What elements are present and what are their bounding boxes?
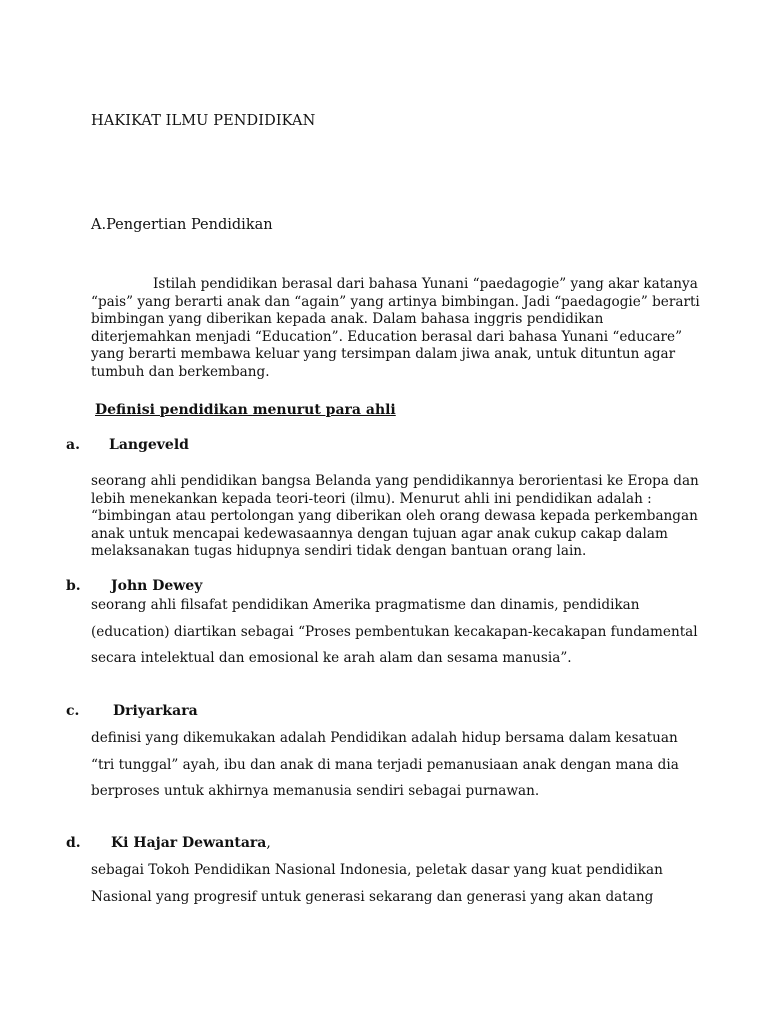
item-letter: a. [66,437,80,453]
item-letter: b. [66,578,81,594]
intro-line: yang berarti membawa keluar yang tersimpan dalam jiwa anak, untuk dituntun agar [91,346,676,363]
item-body [91,592,711,672]
item-line: seorang ahli pendidikan bangsa Belanda yang pendidikannya berorientasi ke Eropa dan [91,473,699,489]
item-line: lebih menekankan kepada teori-teori (ilmu). Menurut ahli ini pendidikan adalah : [91,490,652,507]
section-heading: A.Pengertian Pendidikan [91,217,273,233]
item-letter: d. [66,835,81,851]
item-line: berproses untuk akhirnya memanusia sendiri sebagai purnawan. [91,783,540,800]
item-body [91,725,711,805]
intro-line: bimbingan yang diberikan kepada anak. Dalam bahasa inggris pendidikan [91,311,604,328]
item-name: Langeveld [109,437,189,453]
item-line: definisi yang dikemukakan adalah Pendidikan adalah hidup bersama dalam kesatuan [91,730,678,746]
item-name-text: Ki Hajar Dewantara [111,835,267,851]
definitions-heading: Definisi pendidikan menurut para ahli [95,402,396,418]
document-title: HAKIKAT ILMU PENDIDIKAN [91,113,316,129]
item-body [91,473,711,561]
intro-line: “pais” yang berarti anak dan “again” yang artinya bimbingan. Jadi “paedagogie” berarti [91,293,700,310]
item-line: Nasional yang progresif untuk generasi sekarang dan generasi yang akan datang [91,888,654,905]
item-line: (education) diartikan sebagai “Proses pembentukan kecakapan-kecakapan fundamental [91,623,698,640]
item-letter: c. [66,703,80,719]
item-line: secara intelektual dan emosional ke arah alam dan sesama manusia”. [91,650,572,667]
intro-line: Istilah pendidikan berasal dari bahasa Yunani “paedagogie” yang akar katanya [153,276,698,292]
item-line: “tri tunggal” ayah, ibu dan anak di mana terjadi pemanusiaan anak dengan mana dia [91,756,679,773]
item-line: anak untuk mencapai kedewasaannya dengan tujuan agar anak cukup cakap dalam [91,525,668,542]
item-name: Driyarkara [113,703,198,719]
item-name-suffix: , [266,835,271,851]
intro-line: diterjemahkan menjadi “Education”. Education berasal dari bahasa Yunani “educare” [91,328,683,345]
item-line: seorang ahli filsafat pendidikan Amerika pragmatisme dan dinamis, pendidikan [91,597,640,613]
item-name [111,835,271,851]
item-body [91,857,711,910]
intro-line: tumbuh dan berkembang. [91,363,270,380]
item-line: sebagai Tokoh Pendidikan Nasional Indonesia, peletak dasar yang kuat pendidikan [91,862,663,878]
item-line: melaksanakan tugas hidupnya sendiri tidak dengan bantuan orang lain. [91,543,587,560]
intro-paragraph [91,276,700,382]
item-name: John Dewey [111,578,203,594]
item-line: “bimbingan atau pertolongan yang diberikan oleh orang dewasa kepada perkembangan [91,508,698,525]
